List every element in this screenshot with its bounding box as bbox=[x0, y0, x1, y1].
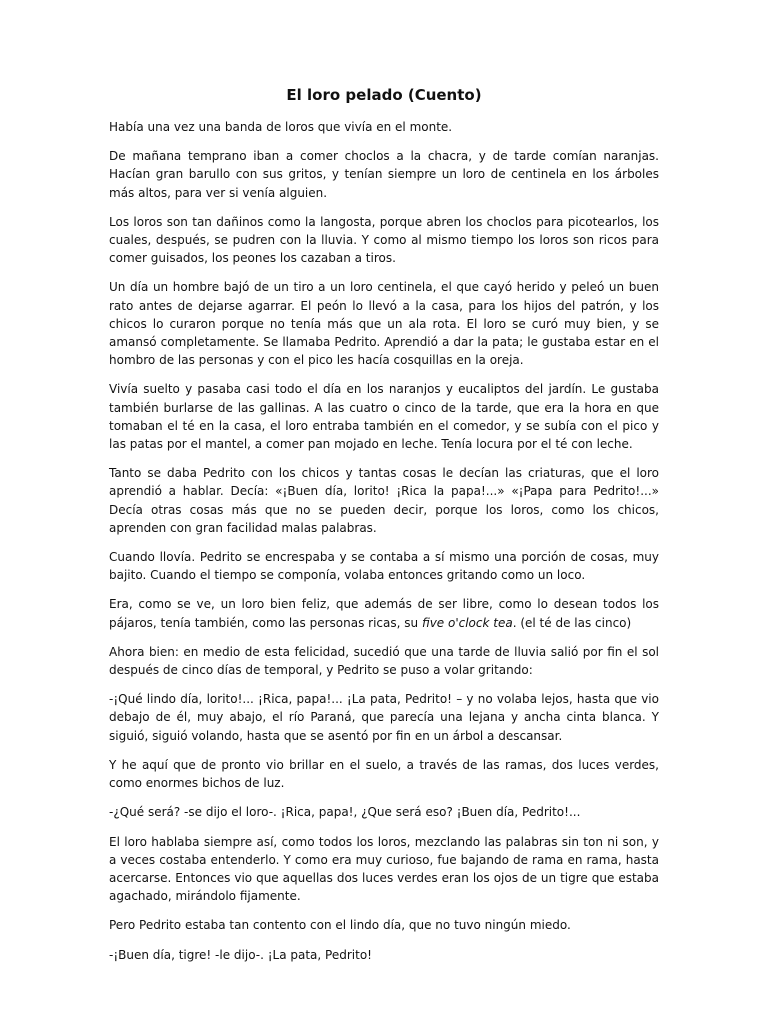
paragraph: -¿Qué será? -se dijo el loro-. ¡Rica, papa!, ¿Que será eso? ¡Buen día, Pedrito!... bbox=[109, 805, 581, 820]
document-title: El loro pelado (Cuento) bbox=[286, 86, 482, 104]
paragraph: Vivía suelto y pasaba casi todo el día en los naranjos y eucaliptos del jardín. Le gustaba también burlarse de las gallinas. A las cuatro o cinco de la tarde, que era la hora en que tomaban el té en la casa, el loro entraba también en el comedor, y se subía con el pico y las patas por el mantel, a comer pan mojado en leche. Tenía locura por el té con leche. bbox=[109, 382, 659, 452]
paragraph-text: . (el té de las cinco) bbox=[512, 615, 632, 630]
paragraph: Ahora bien: en medio de esta felicidad, sucedió que una tarde de lluvia salió por fin el sol después de cinco días de temporal, y Pedrito se puso a volar gritando: bbox=[109, 644, 659, 678]
paragraph: De mañana temprano iban a comer choclos a la chacra, y de tarde comían naranjas. Hacían gran barullo con sus gritos, y tenían siempre un loro de centinela en los árboles más altos, para ver si venía alguien. bbox=[109, 149, 659, 200]
paragraph: Tanto se daba Pedrito con los chicos y tantas cosas le decían las criaturas, que el loro aprendió a hablar. Decía: «¡Buen día, lorito! ¡Rica la papa!...» «¡Papa para Pedrito!...» Decía otras cosas más que no se pueden decir, porque los loros, como los chicos, aprenden con gran facilidad malas palabras. bbox=[109, 466, 659, 535]
paragraph: Los loros son tan dañinos como la langosta, porque abren los choclos para picotearlos, los cuales, después, se pudren con la lluvia. Y como al mismo tiempo los loros son ricos para comer guisados, los peones los cazaban a tiros. bbox=[109, 214, 659, 266]
italic-phrase: five o'clock tea bbox=[421, 615, 513, 630]
paragraph bbox=[109, 595, 659, 631]
paragraph: Y he aquí que de pronto vio brillar en el suelo, a través de las ramas, dos luces verdes, como enormes bichos de luz. bbox=[109, 757, 659, 791]
document-body bbox=[109, 118, 659, 975]
paragraph: -¡Buen día, tigre! -le dijo-. ¡La pata, Pedrito! bbox=[109, 947, 372, 962]
paragraph: Había una vez una banda de loros que vivía en el monte. bbox=[109, 120, 453, 134]
paragraph: Pero Pedrito estaba tan contento con el lindo día, que no tuvo ningún miedo. bbox=[109, 918, 571, 933]
paragraph: El loro hablaba siempre así, como todos los loros, mezclando las palabras sin ton ni son, y a veces costaba entenderlo. Y como era muy curioso, fue bajando de rama en rama, hasta acercarse. Entonces vio que aquellas dos luces verdes eran los ojos de un tigre que estaba agachado, mirándolo fijamente. bbox=[109, 834, 659, 904]
paragraph: -¡Qué lindo día, lorito!... ¡Rica, papa!... ¡La pata, Pedrito! – y no volaba lejos, hasta que vio debajo de él, muy abajo, el río Paraná, que parecía una lejana y ancha cinta blanca. Y siguió, siguió volando, hasta que se asentó por fin en un árbol a descansar. bbox=[109, 692, 659, 743]
paragraph: Un día un hombre bajó de un tiro a un loro centinela, el que cayó herido y peleó un buen rato antes de dejarse agarrar. El peón lo llevó a la casa, para los hijos del patrón, y los chicos lo curaron porque no tenía más que un ala rota. El loro se curó muy bien, y se amansó completamente. Se llamaba Pedrito. Aprendió a dar la pata; le gustaba estar en el hombro de las personas y con el pico les hacía cosquillas en la oreja. bbox=[109, 280, 659, 368]
paragraph: Cuando llovía. Pedrito se encrespaba y se contaba a sí mismo una porción de cosas, muy bajito. Cuando el tiempo se componía, volaba entonces gritando como un loco. bbox=[109, 550, 659, 583]
paragraph-text: Era, como se ve, un loro bien feliz, que además de ser libre, como lo desean todos los pájaros, tenía también, como las personas ricas, su bbox=[109, 597, 659, 630]
